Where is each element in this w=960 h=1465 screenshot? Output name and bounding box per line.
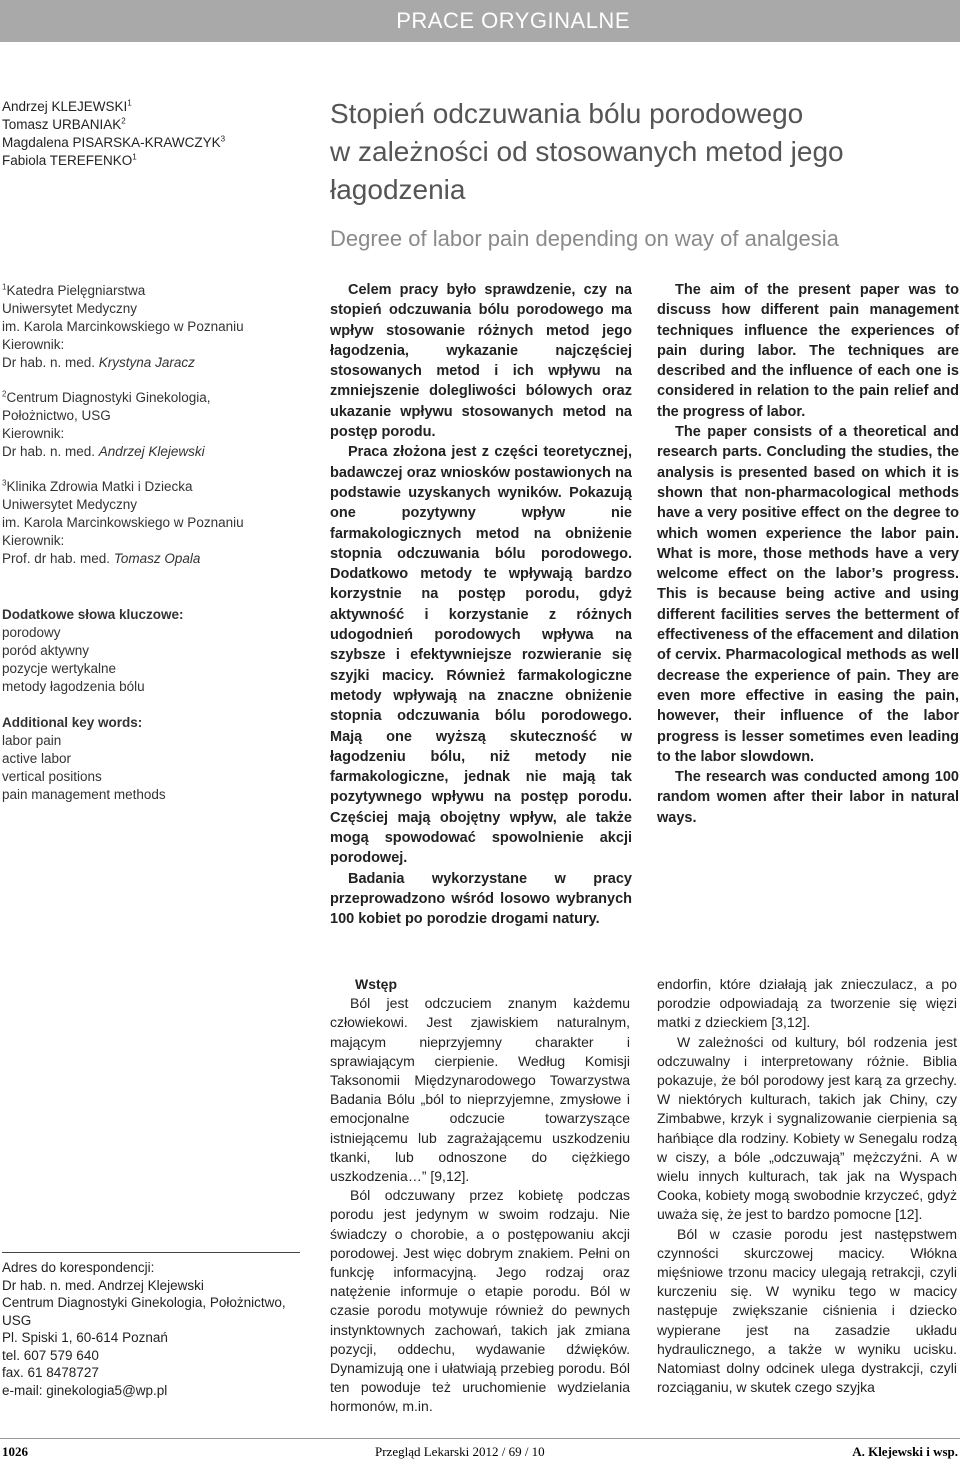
author: Andrzej KLEJEWSKI$^1$ bbox=[2, 98, 132, 114]
running-authors: A. Klejewski i wsp. bbox=[852, 1444, 958, 1459]
author: Tomasz URBANIAK$^2$ bbox=[2, 116, 126, 132]
paper-subtitle: Degree of labor pain depending on way of analgesia bbox=[330, 226, 839, 251]
affiliation: $^2$Centrum Diagnostyki Ginekologia, Położnictwo, USG Kierownik: Dr hab. n. med. Andrzej Klejewski bbox=[2, 389, 211, 459]
affiliation: $^3$Klinika Zdrowia Matki i Dziecka Uniwersytet Medyczny im. Karola Marcinkowskiego w Poznaniu Kierownik: Prof. dr hab. med. Tomasz Opala bbox=[2, 478, 244, 566]
correspondence: Adres do korespondencji: Dr hab. n. med. Andrzej Klejewski Centrum Diagnostyki Ginekologia, Położnictwo, USG Pl. Spiski 1, 60-614 Poznań tel. 607 579 640 fax. 61 8478727 e-mail: ginekologia5@wp.pl bbox=[2, 1252, 302, 1399]
section-banner bbox=[0, 0, 960, 42]
keywords-en: Additional key words: labor pain active labor vertical positions pain management methods bbox=[2, 715, 166, 802]
section-label: PRACE ORYGINALNE bbox=[396, 8, 630, 33]
author-list bbox=[2, 98, 225, 170]
divider bbox=[2, 1252, 300, 1253]
paper-title: Stopień odczuwania bólu porodowego w zależności od stosowanych metod jego łagodzenia bbox=[330, 98, 844, 205]
email-link[interactable]: e-mail: ginekologia5@wp.pl bbox=[2, 1382, 168, 1398]
author: Fabiola TEREFENKO$^1$ bbox=[2, 152, 137, 168]
body-column-3: endorfin, które działają jak znieczulacz, a po porodzie odpowiadają za tworzenie się więzi matki z dzieckiem [3,12]. W zależności od kultury, ból rodzenia jest odczuwalny i interpretowany różnie. Biblia pokazuje, że ból porodowy jest karą za grzechy. W niektórych kulturach, takich jak Chiny, czy Zimbabwe, krzyk i sygnalizowanie cierpienia są hańbiące dla rodziny. Kobiety w Senegalu rodzą w ciszy, a bóle „odczuwają” mężczyźni. A w wielu innych kulturach, tak jak na Wyspach Cooka, kobiety mogą swobodnie krzyczeć, gdyż uważa się, że jest to bardzo pomocne [12]. Ból w czasie porodu jest następstwem czynności skurczowej macicy. Włókna mięśniowe trzonu macicy ulegają retrakcji, czyli kurczeniu się. W wyniku tego w macicy następuje zwiększanie ciśnienia i dziecko wypierane jest na zasadzie układu hydraulicznego, a także w wyniku ucisku. Natomiast dolny odcinek ulega dystrakcji, czyli rozciąganiu, w skutek czego szyjka bbox=[657, 976, 957, 1396]
affiliation: $^1$Katedra Pielęgniarstwa Uniwersytet Medyczny im. Karola Marcinkowskiego w Poznaniu Kierownik: Dr hab. n. med. Krystyna Jaracz bbox=[2, 282, 244, 370]
footer-divider bbox=[0, 1438, 960, 1439]
abstract-pl: Celem pracy było sprawdzenie, czy na stopień odczuwania bólu porodowego ma wpływ stosowanie różnych metod jego łagodzenia, wykazanie najczęściej stosowanych metod i ich wpływu na zmniejszenie dolegliwości bólowych oraz ukazanie wpływu stosowanych metod na postęp porodu. Praca złożona jest z części teoretycznej, badawczej oraz wniosków postawionych na podstawie uzyskanych wyników. Pokazują one pozytywny wpływ nie farmakologicznych metod na obniżenie stopnia odczuwania bólu porodowego. Dodatkowo metody te wpływają bardzo korzystnie na postęp porodu, gdyż aktywność i korzystanie z różnych udogodnień porodowych wpływa na szybsze i efektywniejsze rozwieranie się szyjki macicy. Również farmakologiczne metody wpływają na znaczne obniżenie stopnia odczuwania bólu porodowego. Mają one wyższą skuteczność w łagodzeniu bólu, niż metody nie farmakologiczne, jednak nie mają tak pozytywnego wpływu na postęp porodu. Częściej mają obojętny wpływ, ale także mogą spowodować spowolnienie akcji porodowej. Badania wykorzystane w pracy przeprowadzono wśród losowo wybranych 100 kobiet po porodzie drogami natury. bbox=[330, 282, 632, 928]
body-column-2: Wstęp Ból jest odczuciem znanym każdemu człowiekowi. Jest zjawiskiem naturalnym, mającym nieprzyjemny charakter i sprawiającym cierpienie. Według Komisji Taksonomii Międzynarodowego Towarzystwa Badania Bólu „ból to nieprzyjemne, zmysłowe i emocjonalne odczucie towarzyszące istniejącemu lub zagrażającemu uszkodzeniu tkanki, lub odnoszone do ciężkiego uszkodzenia…” [9,12]. Ból odczuwany przez kobietę podczas porodu jest jedynym w swoim rodzaju. Nie świadczy o chorobie, a o postępowaniu akcji porodowej. Jest więc dobrym znakiem. Pełni on funkcję informacyjną. Jego rodzaj oraz natężenie informuje o etapie porodu. Ból w czasie porodu motywuje również do pewnych instynktownych zachowań, takich jak zmiana pozycji, oddechu, wydawanie dźwięków. Dynamizują one i ułatwiają przebieg porodu. Ból ten powoduje też uruchomienie wydzielania hormonów, m.in. bbox=[330, 976, 630, 1415]
keywords-pl: Dodatkowe słowa kluczowe: porodowy poród aktywny pozycje wertykalne metody łagodzenia bólu bbox=[2, 607, 184, 694]
keywords bbox=[2, 606, 302, 822]
section-heading: Wstęp bbox=[355, 976, 397, 992]
affiliations bbox=[2, 282, 302, 585]
journal-citation: Przegląd Lekarski 2012 / 69 / 10 bbox=[375, 1444, 545, 1459]
author: Magdalena PISARSKA-KRAWCZYK$^3$ bbox=[2, 134, 226, 150]
page-number: 1026 bbox=[2, 1444, 28, 1459]
abstract-en: The aim of the present paper was to discuss how different pain management techniques influence the experiences of pain during labor. The techniques are described and the influence of each one is considered in relation to the pain relief and the progress of labor. The paper consists of a theoretical and research parts. Concluding the studies, the analysis is presented based on which it is shown that non-pharmacological methods have a very positive effect on the degree to which women experience the labor pain. What is more, those methods have a very welcome effect on the labor’s progress. This is because being active and using different facilities serves the betterment of effectiveness of the effacement and dilation of cervix. Pharmacological methods as well decrease the experience of pain. They are even more effective in easing the pain, however, their influence of the labor progress is lesser sometimes even leading to the labor slowdown. The research was conducted among 100 random women after their labor in natural ways. bbox=[657, 282, 959, 826]
